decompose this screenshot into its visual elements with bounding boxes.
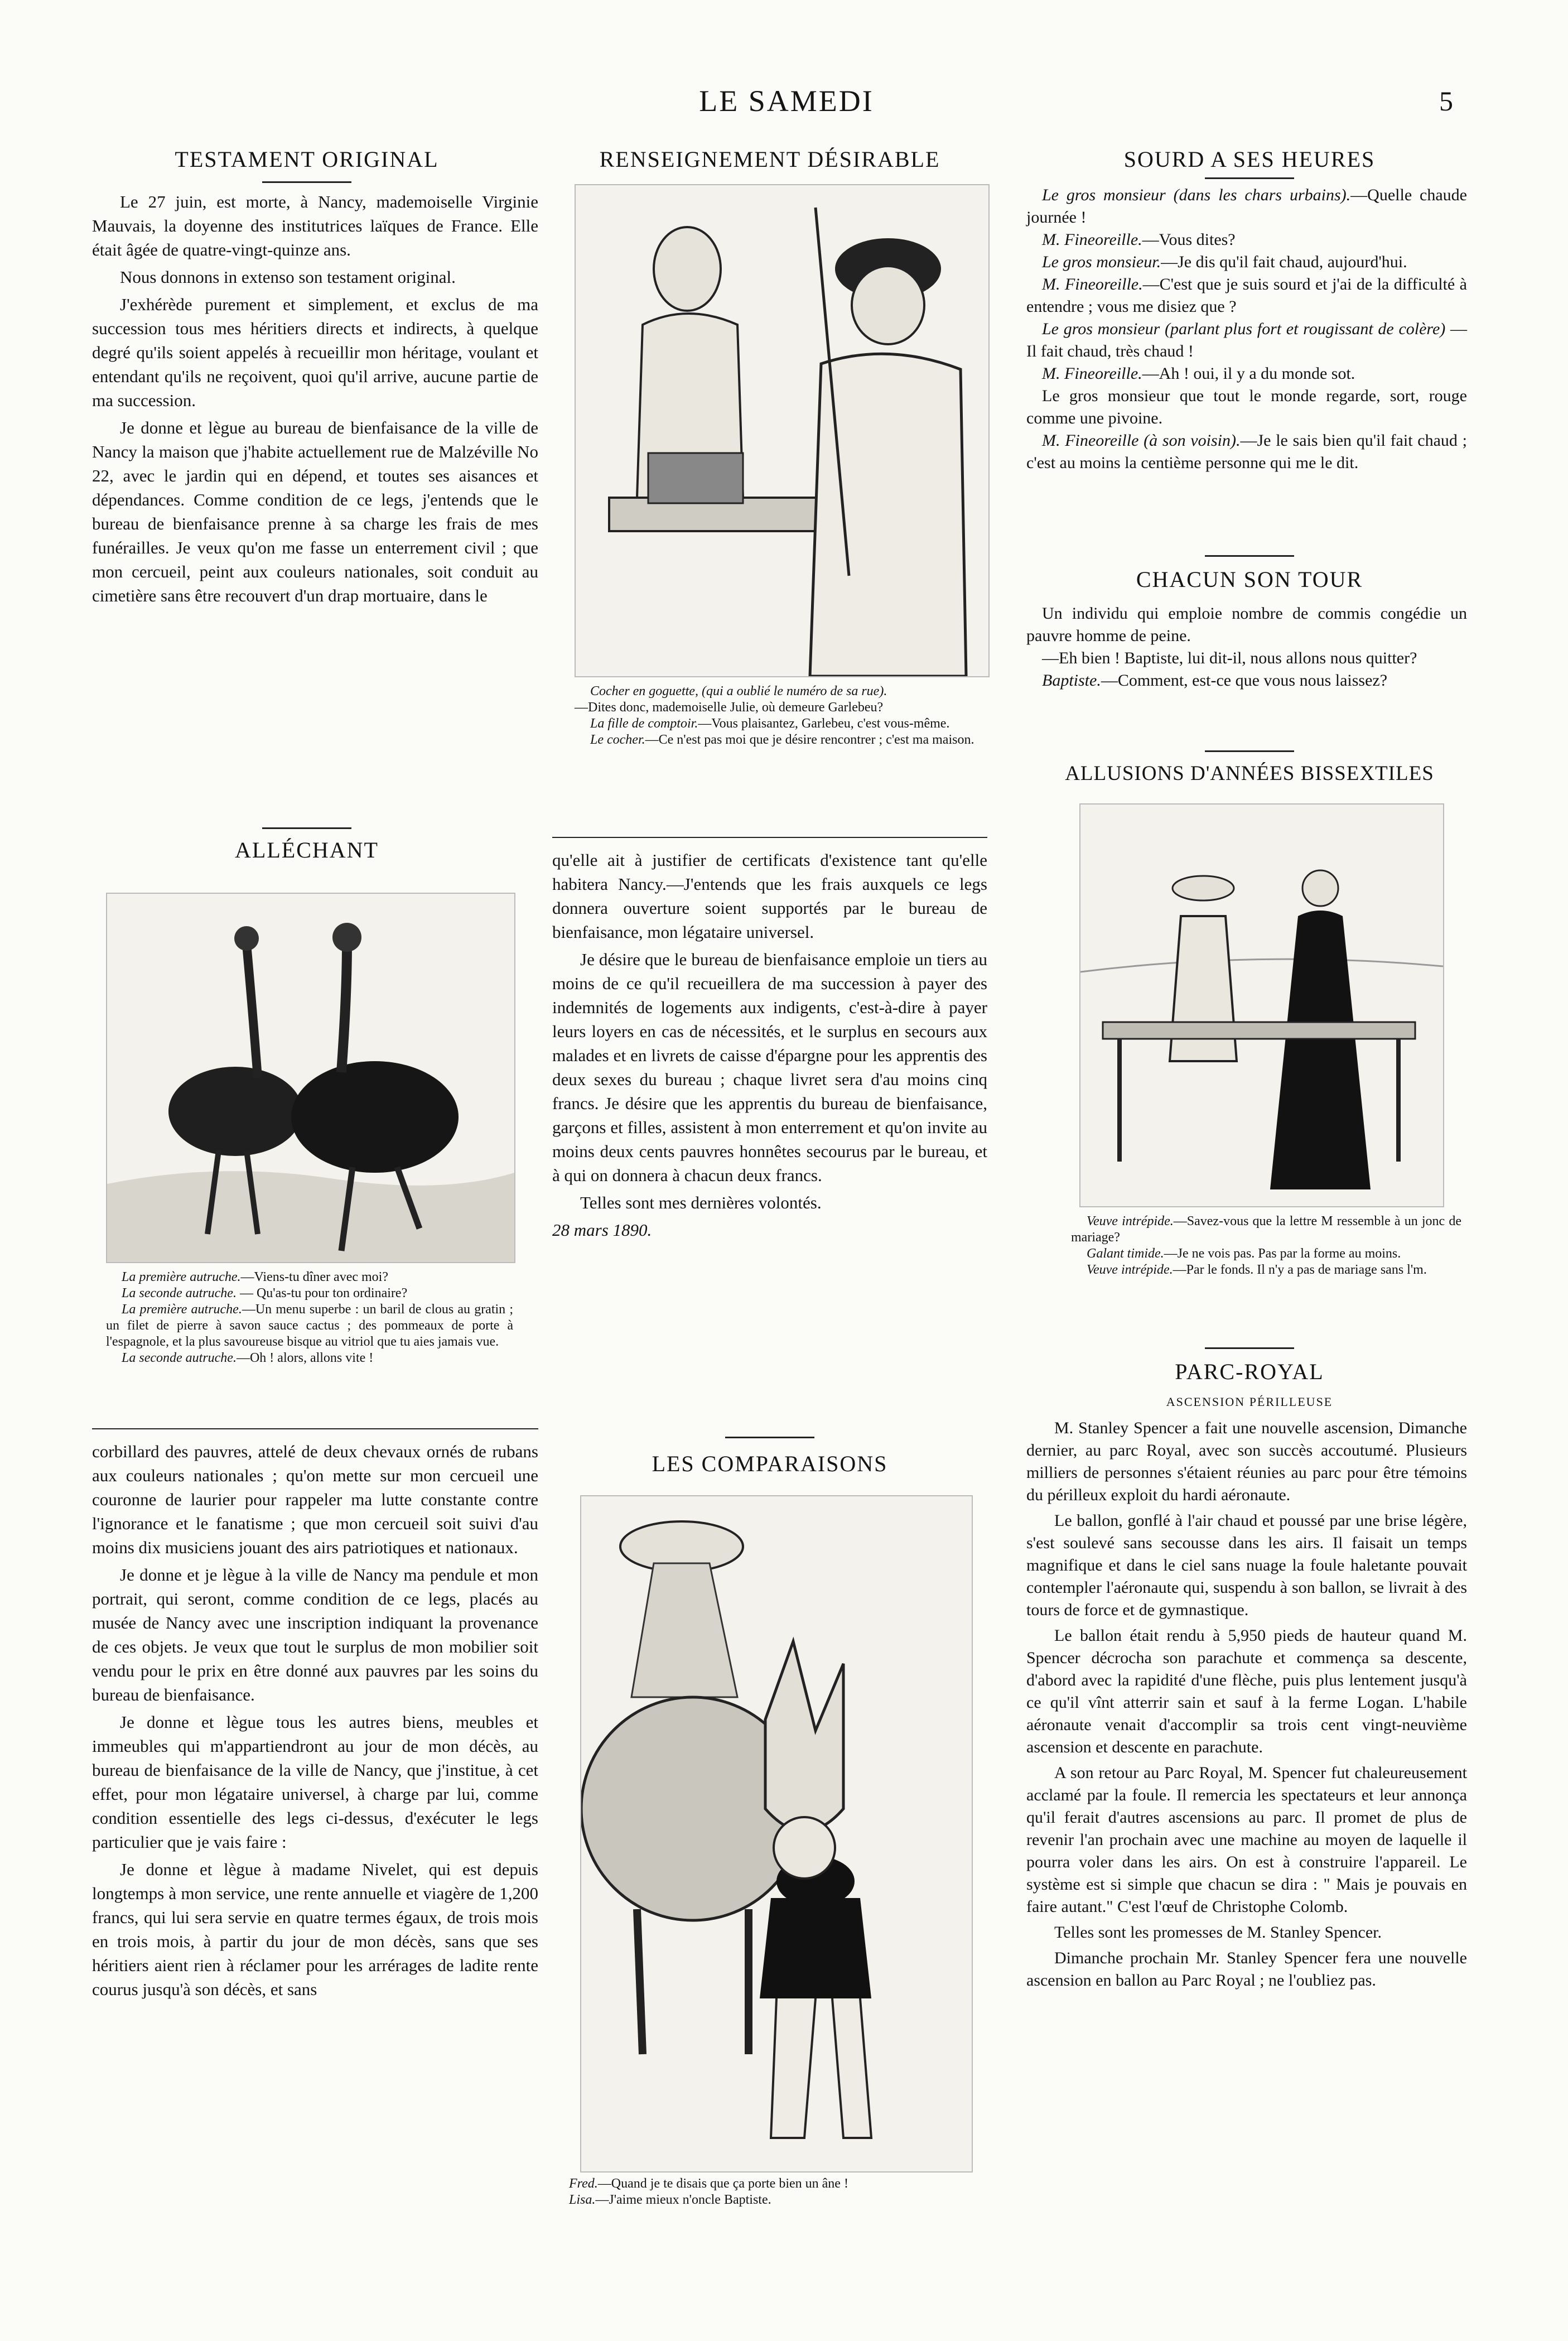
speech: —Il fait chaud, très chaud ! <box>1026 320 1467 360</box>
speaker: Veuve intrépide. <box>1087 1214 1174 1229</box>
parc-title: PARC-ROYAL <box>1175 1359 1324 1384</box>
column-break-rule <box>552 837 987 838</box>
ostriches-illustration <box>106 893 515 1263</box>
speaker: Veuve intrépide. <box>1087 1263 1173 1277</box>
paragraph <box>1026 669 1467 692</box>
speaker: La première autruche. <box>122 1270 241 1284</box>
caption-line <box>569 2192 993 2208</box>
speaker: La fille de comptoir. <box>590 716 698 731</box>
testament-date: 28 mars 1890. <box>552 1220 652 1240</box>
section-rule <box>1205 750 1294 752</box>
speech: —Par le fonds. Il n'y a pas de mariage sans l'm. <box>1173 1263 1427 1277</box>
paragraph: corbillard des pauvres, attelé de deux chevaux ornés de rubans aux couleurs nationales ; qu'on mette sur mon cercueil une couronne de laurier pour rappeler ma lutte constante contre l'ignorance et le fanatisme ; que mon cercueil soit suivi d'au moins dix musiciens jouant des airs patriotiques et nationaux. <box>92 1442 538 1557</box>
caption-line <box>1071 1213 1461 1246</box>
testament-text-top <box>92 190 538 611</box>
speaker: M. Fineoreille. <box>1042 364 1142 383</box>
speaker: M. Fineoreille. <box>1042 230 1142 249</box>
caption-line <box>575 700 987 716</box>
speaker: Le gros monsieur (parlant plus fort et rougissant de colère) <box>1042 320 1446 338</box>
speech: —C'est que je suis sourd et j'ai de la difficulté à entendre ; vous me disiez que ? <box>1026 275 1467 316</box>
speaker: Baptiste. <box>1042 671 1101 690</box>
testament-text-bottom <box>92 1439 538 2005</box>
couple-illustration <box>1079 803 1444 1207</box>
speaker: La première autruche. <box>122 1302 242 1317</box>
speaker: Fred. <box>569 2176 598 2191</box>
speech: —Quelle chaude journée ! <box>1026 186 1467 227</box>
chacun-text <box>1026 603 1467 692</box>
speech: —Je le sais bien qu'il fait chaud ; c'est au moins la centième personne qui me le dit. <box>1026 431 1467 472</box>
speaker: La seconde autruche. <box>122 1286 237 1300</box>
parc-text <box>1026 1417 1467 1995</box>
speaker: M. Fineoreille. <box>1042 275 1143 293</box>
dialogue-line <box>1026 229 1467 251</box>
ostriches-drawing <box>107 894 514 1262</box>
title-rule <box>262 181 351 183</box>
paragraph: M. Stanley Spencer a fait une nouvelle ascension, Dimanche dernier, au parc Royal, avec son succès accoutumé. Plusieurs milliers de personnes s'étaient réunies au parc pour être témoins du périlleux exploit du hardi aéronaute. <box>1026 1419 1467 1504</box>
speech: —Quand je te disais que ça porte bien un âne ! <box>597 2176 848 2191</box>
comparaisons-caption <box>569 2176 993 2208</box>
newspaper-title: LE SAMEDI <box>699 84 874 118</box>
coachman-drawing <box>576 185 988 676</box>
comparaisons-title: LES COMPARAISONS <box>652 1451 888 1476</box>
sourd-title: SOURD A SES HEURES <box>1123 147 1376 172</box>
caption-line <box>106 1302 513 1350</box>
caption-line <box>106 1285 513 1302</box>
dialogue-line: Le gros monsieur que tout le monde regarde, sort, rouge comme une pivoine. <box>1026 387 1467 427</box>
paragraph: Le 27 juin, est morte, à Nancy, mademoiselle Virginie Mauvais, la doyenne des institutrices laïques de France. Elle était âgée de quatre-vingt-quinze ans. <box>92 192 538 259</box>
dialogue-line <box>1026 363 1467 385</box>
paragraph: J'exhérède purement et simplement, et exclus de ma succession tous mes héritiers directs et indirects, à quelque degré qu'ils soient appelés à recueillir mon héritage, voulant et entendant qu'ils ne reçoivent, quoi qu'il arrive, aucune partie de ma succession. <box>92 295 538 410</box>
renseignement-title: RENSEIGNEMENT DÉSIRABLE <box>599 147 940 172</box>
speech: —Vous dites? <box>1142 230 1236 249</box>
paragraph: Nous donnons in extenso son testament original. <box>120 267 456 287</box>
paragraph: qu'elle ait à justifier de certificats d'existence tant qu'elle habitera Nancy.—J'entends que les frais auxquels ce legs donnera ouverture soient supportés par le bureau de bienfaisance, mon légataire universel. <box>552 850 987 942</box>
coachman-illustration <box>575 184 990 677</box>
section-rule <box>262 827 351 829</box>
speech: —Viens-tu dîner avec moi? <box>240 1270 388 1284</box>
speech: —Dites donc, mademoiselle Julie, où demeure Garlebeu? <box>575 700 884 715</box>
paragraph: Je désire que le bureau de bienfaisance emploie un tiers au moins de ce qu'il recueillera de ma succession à payer des indemnités de logements aux indigents, c'est-à-dire à payer leurs loyers en cas de nécessités, et le surplus en secours aux malades et en livrets de caisse d'épargne pour les apprentis des deux sexes du bureau ; chaque livret sera d'au moins cinq francs. Je désire que les apprentis du bureau de bienfaisance, garçons et filles, assistent à mon enterrement et qu'on invite au moins deux cents pauvres honnêtes secourus par le bureau, et à qui on donnera à chacun deux francs. <box>552 950 987 1185</box>
sourd-dialogue <box>1026 184 1467 474</box>
speech: —Oh ! alors, allons vite ! <box>236 1351 374 1365</box>
speech: —Comment, est-ce que vous nous laissez? <box>1101 671 1388 690</box>
paragraph: —Eh bien ! Baptiste, lui dit-il, nous allons nous quitter? <box>1042 649 1417 667</box>
speaker: Le cocher. <box>590 733 645 747</box>
section-rule <box>1205 1347 1294 1349</box>
dialogue-line <box>1026 184 1467 229</box>
chacun-title: CHACUN SON TOUR <box>1136 567 1363 592</box>
speech: —Ah ! oui, il y a du monde sot. <box>1142 364 1355 383</box>
paragraph: Un individu qui emploie nombre de commis congédie un pauvre homme de peine. <box>1026 604 1467 645</box>
paragraph: Je donne et je lègue à la ville de Nancy ma pendule et mon portrait, qui seront, comme condition de ce legs, placés au musée de Nancy avec une inscription indiquant la provenance de ces objets. Je veux que tout le surplus de mon mobilier soit vendu pour le prix en être donné aux pauvres par les soins du bureau de bienfaisance. <box>92 1565 538 1704</box>
speech: —Je dis qu'il fait chaud, aujourd'hui. <box>1161 253 1407 271</box>
paragraph: Je donne et lègue à madame Nivelet, qui est depuis longtemps à mon service, une rente annuelle et viagère de 1,200 francs, qui lui sera servie en quatre termes égaux, de trois mois en trois mois, à partir du jour de mon décès, sans que ses héritiers aient rien à réclamer pour les arrérages de ladite rente courus jusqu'à son décès, et sans <box>92 1860 538 1999</box>
dialogue-line <box>1026 273 1467 318</box>
speech: —Savez-vous que la lettre M ressemble à un jonc de mariage? <box>1071 1214 1461 1245</box>
caption-line <box>575 716 987 732</box>
column-break-rule <box>92 1428 538 1429</box>
section-rule <box>1205 555 1294 557</box>
donkey-illustration <box>580 1495 973 2173</box>
couple-drawing <box>1080 805 1443 1206</box>
donkey-drawing <box>581 1496 972 2171</box>
allechant-title: ALLÉCHANT <box>235 837 379 863</box>
testament-title: TESTAMENT ORIGINAL <box>175 147 439 172</box>
speaker: Galant timide. <box>1087 1246 1164 1261</box>
speaker: Le gros monsieur (dans les chars urbains). <box>1042 186 1351 204</box>
speech: —Vous plaisantez, Garlebeu, c'est vous-même. <box>698 716 950 731</box>
paragraph: Je donne et lègue tous les autres biens, meubles et immeubles qui m'appartiendront au jour de mon décès, au bureau de bienfaisance de la ville de Nancy, que j'institue, à cet effet, pour mon légataire universel, à charge par lui, comme condition essentielle des legs ci-dessus, d'exécuter le legs particulier que je vais faire : <box>92 1712 538 1852</box>
speech: —Un menu superbe : un baril de clous au gratin ; un filet de pierre à savon sauce cactus ; des pommeaux de porte à l'espagnole, et la plus savoureuse bisque au vitriol que tu aies jamais vue. <box>106 1302 513 1349</box>
speech: —Je ne vois pas. Pas par la forme au moins. <box>1164 1246 1401 1261</box>
caption-line <box>575 683 987 700</box>
dialogue-line <box>1026 318 1467 363</box>
allusions-caption <box>1071 1213 1461 1278</box>
page-number: 5 <box>1439 85 1453 117</box>
caption-line <box>106 1350 513 1366</box>
speech: — Qu'as-tu pour ton ordinaire? <box>236 1286 408 1300</box>
speaker: Cocher en goguette, (qui a oublié le numéro de sa rue). <box>590 684 887 699</box>
dialogue-line <box>1026 251 1467 273</box>
paragraph: Telles sont mes dernières volontés. <box>580 1193 822 1212</box>
caption-line <box>1071 1246 1461 1262</box>
speaker: Le gros monsieur. <box>1042 253 1161 271</box>
testament-text-middle <box>552 848 987 1245</box>
dialogue-line <box>1026 430 1467 474</box>
paragraph: Je donne et lègue au bureau de bienfaisance de la ville de Nancy la maison que j'habite actuellement rue de Malzéville No 22, avec le jardin qui en dépend, et toutes ses aisances et dépendances. Comme condition de ce legs, j'entends que le bureau de bienfaisance prenne à sa charge les frais de mes funérailles. Je veux qu'on me fasse un enterrement civil ; que mon cercueil, peint aux couleurs nationales, soit conduit au cimetière sans être recouvert d'un drap mortuaire, dans le <box>92 418 538 605</box>
speaker: M. Fineoreille (à son voisin). <box>1042 431 1241 450</box>
paragraph: Le ballon était rendu à 5,950 pieds de hauteur quand M. Spencer décrocha son parachute et commença sa descente, d'abord avec la rapidité d'une flèche, puis plus lentement jusqu'à ce qu'il vînt atterrir sain et sauf à la ferme Logan. L'habile aéronaute venait d'accomplir sa trois cent vingt-neuvième ascension et descente en parachute. <box>1026 1626 1467 1756</box>
paragraph: Telles sont les promesses de M. Stanley Spencer. <box>1054 1923 1382 1942</box>
caption-line <box>106 1269 513 1285</box>
title-rule <box>1205 177 1294 179</box>
allechant-caption <box>106 1269 513 1366</box>
paragraph: Le ballon, gonflé à l'air chaud et poussé par une brise légère, s'est soulevé sans secousse dans les airs. Il faisait un temps magnifique et dans le ciel sans nuage la foule haletante pouvait contempler l'aéronaute qui, suspendu à son ballon, se livrait à des tours de force et de gymnastique. <box>1026 1511 1467 1619</box>
caption-line <box>575 732 987 748</box>
renseignement-caption <box>575 683 987 748</box>
speech: —Ce n'est pas moi que je désire rencontrer ; c'est ma maison. <box>645 733 974 747</box>
speaker: Lisa. <box>569 2193 596 2207</box>
caption-line <box>1071 1262 1461 1278</box>
speech: —J'aime mieux n'oncle Baptiste. <box>595 2193 771 2207</box>
paragraph: Dimanche prochain Mr. Stanley Spencer fera une nouvelle ascension en ballon au Parc Royal ; ne l'oubliez pas. <box>1026 1949 1467 1990</box>
paragraph: A son retour au Parc Royal, M. Spencer fut chaleureusement acclamé par la foule. Il remercia les spectateurs et leur annonça qu'il ferait d'autres ascensions au parc. Il promet de plus de revenir l'an prochain avec une machine au moyen de laquelle il pourra voler dans les airs. On est à construire l'appareil. Le système est si simple que chacun se dira : " Mais je pouvais en faire autant." C'est l'œuf de Christophe Colomb. <box>1026 1764 1467 1916</box>
parc-subtitle: ASCENSION PÉRILLEUSE <box>1166 1395 1333 1409</box>
speaker: La seconde autruche. <box>122 1351 237 1365</box>
allusions-title: ALLUSIONS D'ANNÉES BISSEXTILES <box>1065 762 1434 785</box>
caption-line <box>569 2176 993 2192</box>
section-rule <box>725 1437 814 1438</box>
